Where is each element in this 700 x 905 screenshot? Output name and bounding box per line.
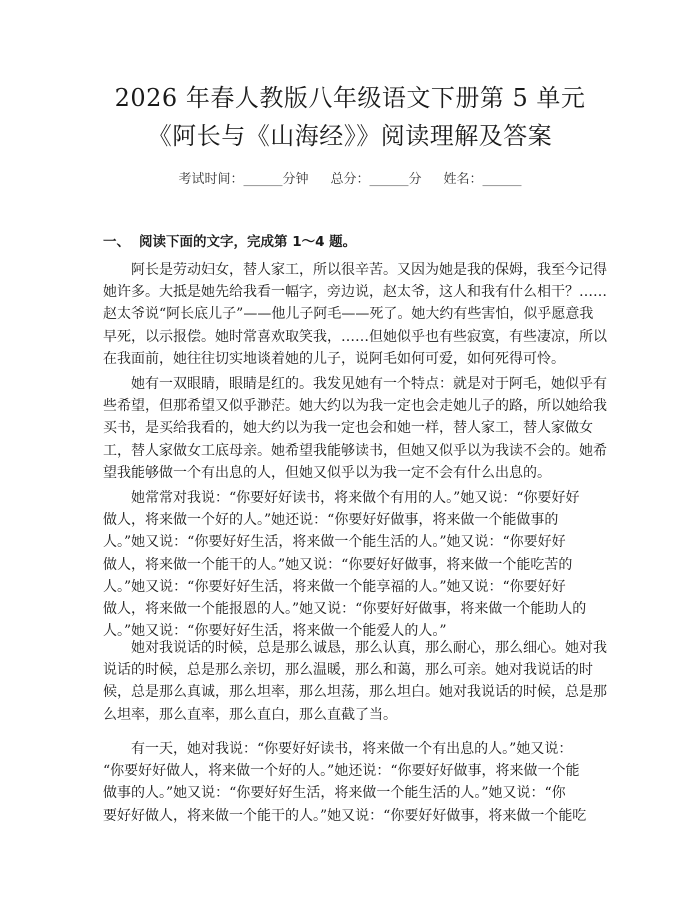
paragraph-line: 做人，将来做一个好的人。”她还说：“你要好好做事，将来做一个能做事的	[103, 512, 559, 529]
paragraph-line: 在我面前，她往往切实地谈着她的儿子，说阿毛如何可爱，如何死得可怜。	[103, 350, 565, 367]
student-name-field: 姓名：______	[443, 172, 522, 187]
paragraph-line: 做事的人。”她又说：“你要好好生活，将来做一个能生活的人。”她又说：“你	[103, 785, 566, 802]
paragraph-3	[103, 487, 599, 642]
paragraph-line: 早死，以示报偿。她时常喜欢取笑我，……但她似乎也有些寂寞，有些凄凉，所以	[103, 328, 607, 345]
total-score-field: 总分：______分	[330, 172, 422, 187]
exam-info-row	[0, 170, 700, 190]
page-title-line-2: 《阿长与《山海经》》阅读理解及答案	[147, 122, 553, 150]
paragraph-2	[103, 373, 607, 484]
paragraph-line: 买书，是买给我看的，她大约以为我一定也会和她一样，替人家工，替人家做女	[103, 420, 593, 437]
paragraph-4	[103, 637, 607, 726]
section-instruction: 阅读下面的文字，完成第 1～4 题。	[139, 234, 357, 250]
paragraph-line: 些希望，但那希望又似乎渺茫。她大约以为我一定也会走她儿子的路，所以她给我	[103, 398, 607, 415]
paragraph-line: 她有一双眼睛，眼睛是红的。我发见她有一个特点：就是对于阿毛，她似乎有	[131, 376, 607, 392]
paragraph-line: 她对我说话的时候，总是那么诚恳，那么认真，那么耐心，那么细心。她对我	[131, 640, 607, 656]
paragraph-line: 做人，将来做一个能干的人。”她又说：“你要好好做事，将来做一个能吃苦的	[103, 556, 573, 573]
paragraph-line: 候，总是那么真诚，那么坦率，那么坦荡，那么坦白。她对我说话的时候，总是那	[103, 684, 607, 701]
paragraph-line: 要好好做人，将来做一个能干的人。”她又说：“你要好好做事，将来做一个能吃	[103, 807, 587, 824]
paragraph-line: 工，替人家做女工底母亲。她希望我能够读书，但她又似乎以为我读不会的。她希	[103, 442, 607, 459]
section-number: 一、	[103, 234, 130, 250]
paragraph-line: “你要好好做人，将来做一个好的人。”她还说：“你要好好做事，将来做一个能	[103, 763, 580, 780]
exam-time-field: 考试时间：______分钟	[178, 172, 309, 187]
paragraph-line: 人。”她又说：“你要好好生活，将来做一个能爱人的人。”	[103, 623, 447, 640]
section-heading	[103, 232, 356, 252]
paragraph-1	[103, 259, 607, 370]
paragraph-line: 说话的时候，总是那么亲切，那么温暖，那么和蔼，那么可亲。她对我说话的时	[103, 662, 593, 679]
page-title-line-1: 2026 年春人教版八年级语文下册第 5 单元	[114, 84, 586, 112]
paragraph-line: 人。”她又说：“你要好好生活，将来做一个能享福的人。”她又说：“你要好好	[103, 578, 566, 595]
paragraph-line: 望我能够做一个有出息的人，但她又似乎以为我一定不会有什么出息的。	[103, 464, 551, 481]
paragraph-line: 人。”她又说：“你要好好生活，将来做一个能生活的人。”她又说：“你要好好	[103, 534, 566, 551]
paragraph-line: 做人，将来做一个能报恩的人。”她又说：“你要好好做事，将来做一个能助人的	[103, 600, 587, 617]
paragraph-line: 赵太爷说“阿长底儿子”——他儿子阿毛——死了。她大约有些害怕，似乎愿意我	[103, 306, 594, 323]
paragraph-line: 她许多。大抵是她先给我看一幅字，旁边说，赵太爷，这人和我有什么相干？……	[103, 284, 607, 301]
paragraph-line: 阿长是劳动妇女，替人家工，所以很辛苦。又因为她是我的保姆，我至今记得	[131, 262, 607, 278]
paragraph-line: 她常常对我说：“你要好好读书，将来做个有用的人。”她又说：“你要好好	[131, 490, 580, 506]
paragraph-5	[103, 738, 599, 827]
paragraph-line: 么坦率，那么直率，那么直白，那么直截了当。	[103, 706, 397, 723]
paragraph-line: 有一天，她对我说：“你要好好读书，将来做一个有出息的人。”她又说：	[131, 741, 573, 757]
